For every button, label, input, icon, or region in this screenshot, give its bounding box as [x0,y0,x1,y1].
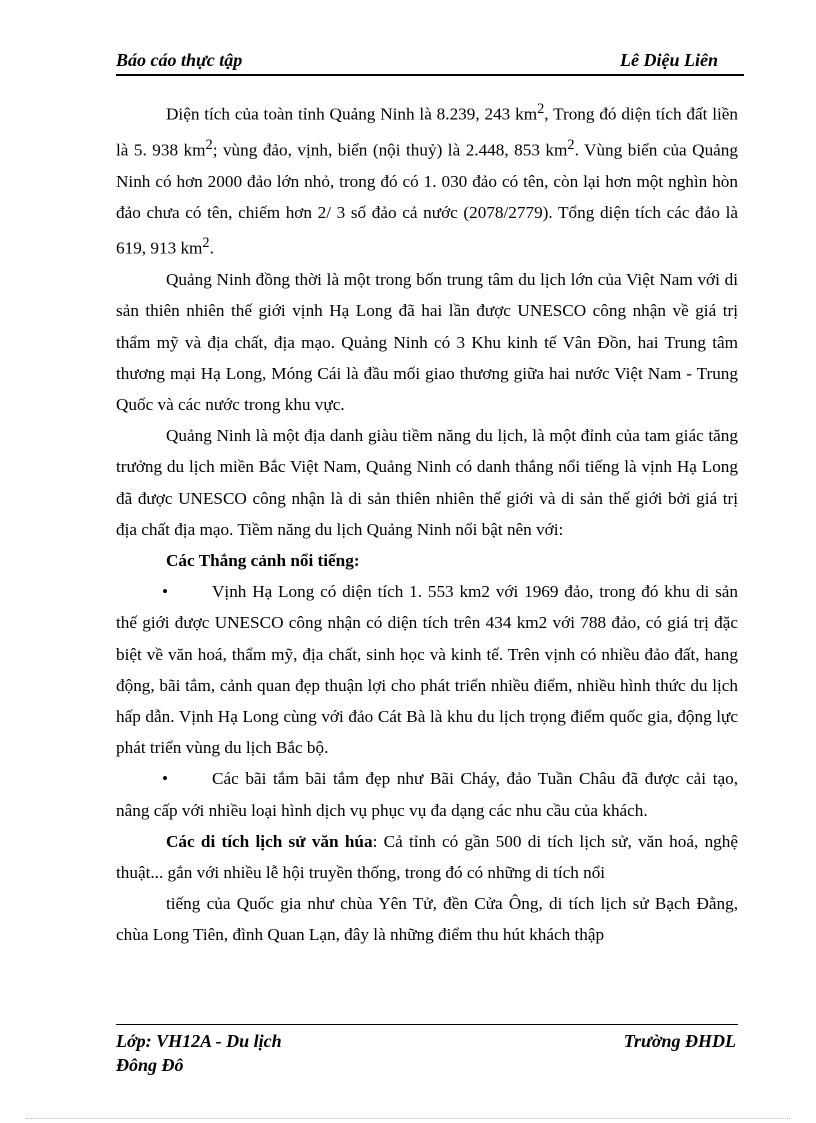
page-bottom-divider [26,1118,790,1119]
bullet-item-ha-long-bay [116,576,738,763]
bullet-text: Vịnh Hạ Long có diện tích 1. 553 km2 với 1969 đảo, trong đó khu di sản thế giới được UNESCO công nhận có diện tích trên 434 km2 với 788 đảo, có giá trị đặc biệt về văn hoá, thẩm mỹ, địa chất, sinh học và kinh tế. Trên vịnh có nhiều đảo đất, hang động, bãi tắm, cảnh quan đẹp thuận lợi cho phát triển nhiều điểm, nhiều hình thức du lịch hấp dẫn. Vịnh Hạ Long cùng với đảo Cát Bà là khu du lịch trọng điểm quốc gia, động lực phát triển vùng du lịch Bắc bộ. [116,582,738,758]
paragraph-continuation: tiếng của Quốc gia như chùa Yên Tử, đền Cửa Ông, di tích lịch sử Bạch Đằng, chùa Long Tiên, đình Quan Lạn, đây là những điểm thu hút khách thập [116,894,738,945]
page-footer [116,1024,738,1077]
subheading-colon: : [353,551,360,571]
footer-class-line1: Lớp: VH12A - Du lịch [116,1031,282,1051]
document-body [116,94,738,951]
superscript: 2 [205,136,213,153]
superscript: 2 [567,136,575,153]
paragraph-tourism-potential: Quảng Ninh là một địa danh giàu tiềm năng du lịch, là một đỉnh của tam giác tăng trưởng du lịch miền Bắc Việt Nam, Quảng Ninh có danh thắng nổi tiếng là vịnh Hạ Long đã được UNESCO công nhận là di sản thiên nhiên thế giới và di sản thế giới bởi giá trị địa chất địa mạo. Tiềm năng du lịch Quảng Ninh nổi bật nên với: [116,426,738,539]
text-run: , Trong đó diện tích đất liền là 5. 938 km [116,104,738,160]
footer-class-line2: Đông Đô [116,1055,184,1075]
subheading-landscapes [116,545,738,576]
paragraph-historic-sites [116,826,738,888]
bullet-text: Các bãi tắm bãi tắm đẹp như Bãi Cháy, đảo Tuần Châu đã được cải tạo, nâng cấp với nhiều loại hình dịch vụ phục vụ đa dạng các nhu cầu của khách. [116,769,738,820]
superscript: 2 [537,101,545,117]
bullet-icon: • [162,582,169,602]
page-header [116,48,744,76]
bullet-item-beaches [116,763,738,825]
paragraph-tourism-center: Quảng Ninh đồng thời là một trong bốn trung tâm du lịch lớn của Việt Nam với di sản thiên nhiên thế giới vịnh Hạ Long đã hai lần được UNESCO công nhận về giá trị thẩm mỹ và địa chất, địa mạo. Quảng Ninh có 3 Khu kinh tế Vân Đồn, hai Trung tâm thương mại Hạ Long, Móng Cái là đầu mối giao thương giữa hai nước Việt Nam - Trung Quốc và các nước trong khu vực. [116,270,738,415]
text-run: . Vùng biển của Quảng Ninh có hơn 2000 đảo lớn nhỏ, trong đó có 1. 030 đảo có tên, còn lại hơn một nghìn hòn đảo chưa có tên, chiếm hơn 2/ 3 số đảo cả nước (2078/2779). Tổng diện tích các đảo là 619, 913 km [116,140,738,259]
historic-sites-text: : Cả tỉnh có gần 500 di tích lịch sử, văn hoá, nghệ thuật... gắn với nhiều lễ hội truyền thống, trong đó có những di tích nổi [116,831,738,883]
text-run: . [209,239,214,259]
paragraph-area [116,94,738,264]
text-run: Diện tích của toàn tỉnh Quảng Ninh là 8.239, 243 km [166,104,538,124]
bullet-icon: • [162,769,169,789]
superscript: 2 [202,235,210,252]
header-author-name: Lê Diệu Liên [620,50,718,70]
subheading-text: Các Thắng cảnh nổi tiếng [166,551,354,571]
text-run: ; vùng đảo, vịnh, biển (nội thuỷ) là 2.448, 853 km [212,140,568,160]
header-report-title: Báo cáo thực tập [116,50,243,70]
historic-sites-heading: Các di tích lịch sử văn húa [166,831,373,851]
footer-school-name: Trường ĐHDL [623,1031,736,1051]
